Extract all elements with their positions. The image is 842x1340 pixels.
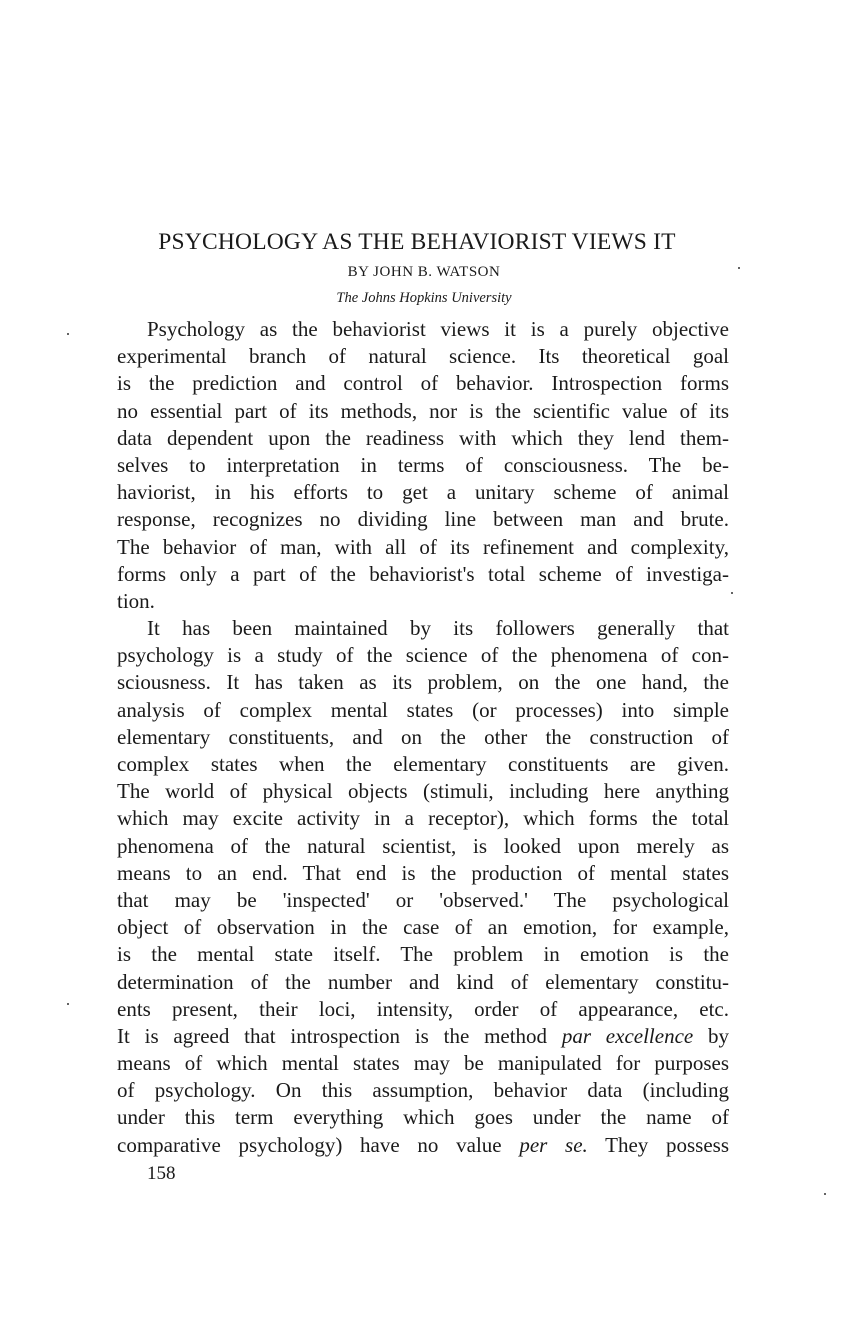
scan-speck [67,333,69,335]
page-number: 158 [147,1163,176,1184]
text-line [117,1050,729,1077]
text-line [117,398,729,425]
text-line [117,805,729,832]
text-segment: no essential part of its methods, nor is the scientific value of its [117,398,729,423]
text-line [117,1104,729,1131]
text-line [117,642,729,669]
line-content [117,834,729,858]
text-line [117,316,729,343]
text-segment: of psychology. On this assumption, behavior data (including [117,1078,729,1103]
line-content [117,1105,729,1129]
text-line [117,697,729,724]
line-content [117,643,729,667]
text-line [117,1077,729,1104]
text-line [117,669,729,696]
scan-speck [731,592,733,594]
text-line [117,860,729,887]
text-line [117,833,729,860]
text-segment: experimental branch of natural science. Its theoretical goal [117,344,729,369]
line-content [147,317,729,341]
text-line [117,425,729,452]
line-content [117,725,729,749]
line-content [117,1133,729,1157]
line-content [117,453,729,477]
scan-speck [67,1003,69,1005]
text-line [117,452,729,479]
article-title: PSYCHOLOGY AS THE BEHAVIORIST VIEWS IT [158,229,676,255]
text-segment: Psychology as the behaviorist views it is a purely objective [147,317,729,341]
line-content [117,888,729,912]
text-line [117,1132,729,1159]
line-content [117,1078,729,1102]
text-segment: phenomena of the natural scientist, is looked upon merely as [117,833,729,858]
line-content [117,1024,729,1048]
text-segment: comparative psychology) have no value [117,1132,520,1157]
line-content [117,399,729,423]
text-line [117,941,729,968]
text-line [117,561,729,588]
text-segment: object of observation in the case of an emotion, for example, [117,915,729,940]
text-segment: analysis of complex mental states (or processes) into simple [117,697,729,722]
line-content [117,997,729,1021]
text-line [117,615,729,642]
line-content [117,779,729,803]
scan-speck [738,267,740,269]
text-segment: determination of the number and kind of elementary constitu- [117,969,729,994]
text-segment: tion. [117,588,155,613]
line-content [117,480,729,504]
text-line [117,343,729,370]
text-segment: sciousness. It has taken as its problem, on the one hand, the [117,670,729,695]
scan-speck [824,1193,826,1195]
text-segment: is the prediction and control of behavior. Introspection forms [117,371,729,396]
text-line [117,914,729,941]
text-line [117,778,729,805]
author-byline: BY JOHN B. WATSON [347,264,501,280]
text-segment: complex states when the elementary constituents are given. [117,752,729,776]
author-affiliation: The Johns Hopkins University [336,290,512,306]
line-content [117,752,729,776]
text-segment: forms only a part of the behaviorist's total scheme of investiga- [117,561,729,586]
line-content [117,371,729,395]
line-content [117,426,729,450]
text-segment: The behavior of man, with all of its refinement and complexity, [117,534,729,559]
line-content [117,670,729,694]
line-content [117,1051,729,1075]
text-segment: by [693,1023,730,1048]
line-content [117,562,729,586]
line-content [117,507,729,531]
text-segment: ents present, their loci, intensity, order of appearance, etc. [117,996,729,1021]
text-segment: means to an end. That end is the production of mental states [117,860,729,885]
line-content [117,344,729,368]
italic-text: par excellence [561,1023,694,1048]
text-segment: which may excite activity in a receptor), which forms the total [117,806,729,831]
italic-text: per se. [519,1132,588,1157]
text-segment: elementary constituents, and on the other the construction of [117,724,729,749]
line-content [117,942,729,966]
line-content [117,915,729,939]
line-content [117,698,729,722]
text-line [117,969,729,996]
line-content [117,861,729,885]
text-line [117,588,729,615]
line-content [117,535,729,559]
text-segment: The world of physical objects (stimuli, including here anything [117,779,729,804]
text-line [117,724,729,751]
line-content [147,616,729,640]
text-segment: that may be 'inspected' or 'observed.' The psychological [117,887,729,912]
text-segment: means of which mental states may be manipulated for purposes [117,1051,729,1076]
text-segment: response, recognizes no dividing line between man and brute. [117,507,729,532]
text-line [117,887,729,914]
text-segment: They possess [587,1132,729,1157]
text-segment: is the mental state itself. The problem in emotion is the [117,942,729,967]
line-content [117,589,155,613]
text-line [117,751,729,778]
line-content [117,970,729,994]
text-segment: It has been maintained by its followers generally that [147,616,729,641]
text-line [117,479,729,506]
text-line [117,996,729,1023]
text-line [117,1023,729,1050]
text-segment: haviorist, in his efforts to get a unitary scheme of animal [117,480,729,505]
text-segment: data dependent upon the readiness with which they lend them- [117,425,729,450]
text-segment: psychology is a study of the science of the phenomena of con- [117,643,729,668]
text-segment: selves to interpretation in terms of consciousness. The be- [117,452,729,477]
text-line [117,506,729,533]
text-line [117,370,729,397]
text-segment: It is agreed that introspection is the method [117,1023,562,1048]
text-line [117,534,729,561]
line-content [117,806,729,830]
body-text [117,316,729,1159]
text-segment: under this term everything which goes under the name of [117,1105,729,1130]
